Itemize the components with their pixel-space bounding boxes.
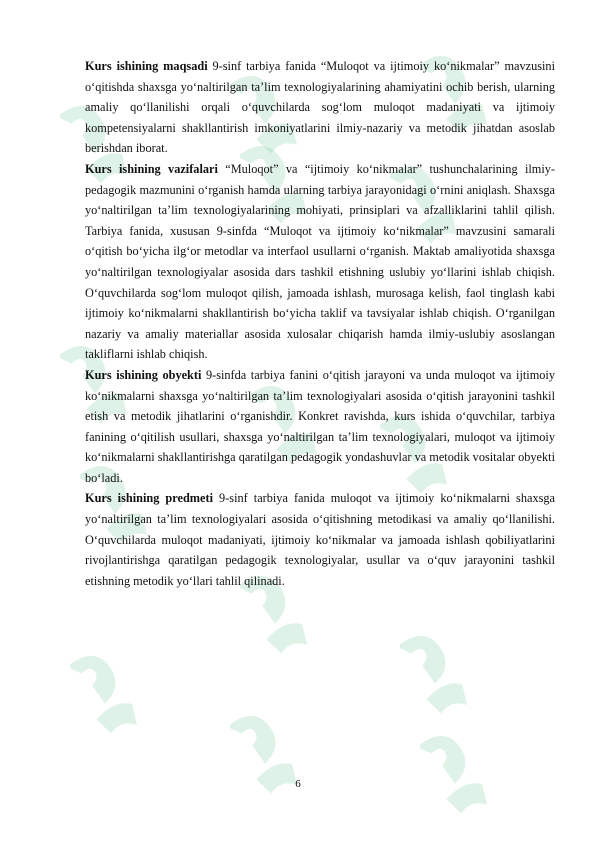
text-predmeti: 9-sinf tarbiya fanida muloqot va ijtimoiy ko‘nikmalarni shaxsga yo‘naltirilgan ta’lim texnologiyalari asosida o‘qitishning metodikasi va amaliy qo‘llanilishi. O‘quvchilarda muloqot madaniyati, ijtimoiy ko‘nikmalar va jamoada ishlash qobiliyatlarini rivojlantirishga qaratilgan pedagogik texnologiyalar, usullar va o‘quv jarayonini tashkil etishning metodik yo‘llari tahlil qilinadi.	[85, 491, 555, 588]
text-maqsadi: 9-sinf tarbiya fanida “Muloqot va ijtimoiy ko‘nikmalar” mavzusini o‘qitishda shaxsga yo‘naltirilgan ta’lim texnologiyalarining ahamiyatini ochib berish, ularning amaliy qo‘llanilishi orqali o‘quvchilarda sog‘lom muloqot madaniyati va ijtimoiy kompetensiyalarni shakllantirish imkoniyatlarini ilmiy-nazariy va metodik jihatdan asoslab berishdan iborat.	[85, 59, 555, 156]
paragraph-obyekti	[85, 365, 555, 489]
watermark-logo-icon	[70, 640, 140, 750]
watermark-logo-icon	[400, 620, 470, 730]
heading-vazifalari: Kurs ishining vazifalari	[85, 161, 218, 176]
watermark-logo-icon	[230, 700, 300, 810]
heading-obyekti: Kurs ishining obyekti	[85, 367, 202, 382]
text-obyekti: 9-sinfda tarbiya fanini o‘qitish jarayoni va unda muloqot va ijtimoiy ko‘nikmalarni shaxsga yo‘naltirilgan ta’lim texnologiyalari asosida o‘qitish jarayonini tashkil etish va metodik jihatlarini o‘rganishdir. Konkret ravishda, kurs ishida o‘quvchilar, tarbiya fanining o‘qitilish usullari, shaxsga yo‘naltirilgan ta’lim texnologiyalari, muloqot va ijtimoiy ko‘nikmalarni shakllantirishga qaratilgan pedagogik yondashuvlar va metodik vositalar obyekti bo‘ladi.	[85, 367, 555, 485]
paragraph-predmeti	[85, 488, 555, 591]
paragraph-maqsadi	[85, 56, 555, 159]
paragraph-vazifalari	[85, 159, 555, 365]
heading-maqsadi: Kurs ishining maqsadi	[85, 59, 208, 73]
watermark-logo-icon	[420, 720, 490, 830]
document-body	[85, 56, 555, 591]
text-vazifalari: “Muloqot” va “ijtimoiy ko‘nikmalar” tushunchalarining ilmiy-pedagogik mazmunini o‘rganish hamda ularning tarbiya jarayonidagi o‘rnini aniqlash. Shaxsga yo‘naltirilgan ta’lim texnologiyalarining mohiyati, prinsiplari va afzalliklarini tahlil qilish. Tarbiya fanida, xususan 9-sinfda “Muloqot va ijtimoiy ko‘nikmalar” mavzusini samarali o‘qitish bo‘yicha ilg‘or metodlar va interfaol usullarni o‘rganish. Maktab amaliyotida shaxsga yo‘naltirilgan texnologiyalar asosida dars tashkil etishning uslubiy yo‘llarini ishlab chiqish. O‘quvchilarda sog‘lom muloqot qilish, jamoada ishlash, murosaga kelish, faol tinglash kabi ijtimoiy ko‘nikmalarni shakllantirish bo‘yicha taklif va tavsiyalar ishlab chiqish. O‘rganilgan nazariy va amaliy materiallar asosida xulosalar chiqarish hamda ilmiy-uslubiy asoslangan takliflarni ishlab chiqish.	[85, 161, 555, 362]
page-number: 6	[295, 778, 301, 790]
heading-predmeti: Kurs ishining predmeti	[85, 491, 214, 506]
